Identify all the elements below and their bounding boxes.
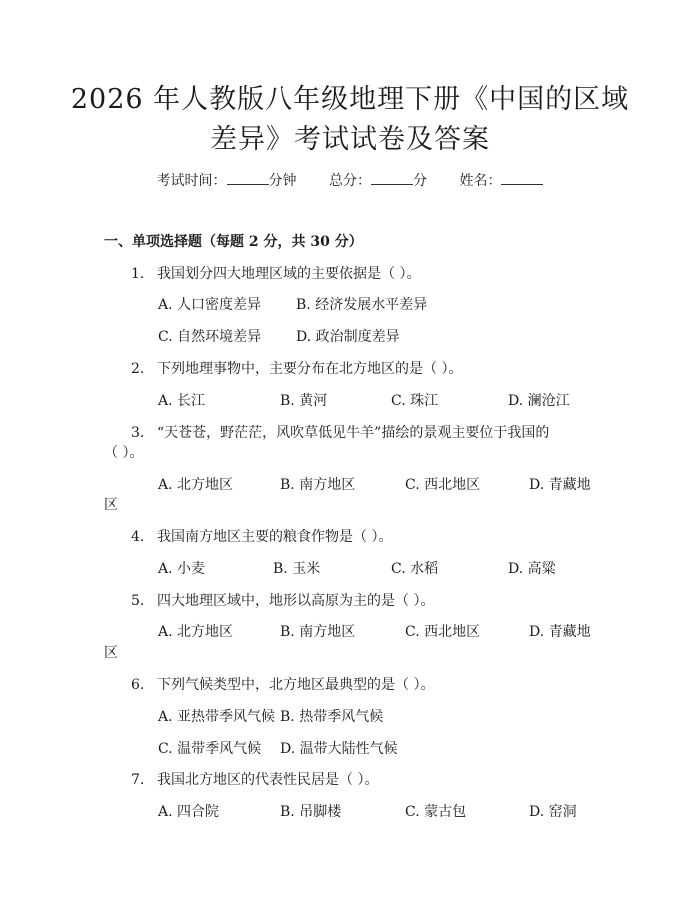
option-b[interactable]: B. 南方地区	[280, 477, 356, 493]
time-unit: 分钟	[268, 173, 297, 189]
page-title	[60, 80, 640, 160]
option-d[interactable]: D. 青藏地	[529, 477, 591, 493]
question-text: 下列气候类型中，北方地区最典型的是（ ）。	[157, 677, 435, 693]
question-text: 我国划分四大地理区域的主要依据是（ ）。	[157, 266, 421, 282]
option-a[interactable]: A. 北方地区	[158, 477, 234, 493]
exam-meta	[0, 170, 700, 190]
option-b[interactable]: B. 玉米	[273, 561, 321, 577]
title-line-1: 2026 年人教版八年级地理下册《中国的区域	[70, 84, 630, 115]
name-label: 姓名：	[459, 173, 502, 189]
section-heading-1: 一、单项选择题（每题 2 分，共 30 分）	[104, 234, 363, 250]
question-1	[131, 263, 420, 283]
option-d[interactable]: D. 澜沧江	[508, 393, 570, 409]
option-b[interactable]: B. 吊脚楼	[280, 804, 342, 820]
question-text: “天苍苍，野茫茫，风吹草低见牛羊”描绘的景观主要位于我国的	[157, 425, 550, 441]
option-a[interactable]: A. 北方地区	[158, 624, 234, 640]
question-number: 1.	[131, 266, 145, 282]
name-blank[interactable]	[501, 172, 543, 185]
question-2	[131, 358, 462, 378]
total-score	[329, 173, 431, 189]
question-3	[131, 422, 549, 442]
question-number: 7.	[131, 772, 145, 788]
option-d[interactable]: D. 青藏地	[529, 624, 591, 640]
option-c[interactable]: C. 自然环境差异	[158, 329, 262, 345]
question-text-continued: （ ）。	[104, 445, 144, 461]
student-name	[459, 173, 543, 189]
time-blank[interactable]	[227, 172, 269, 185]
question-text: 四大地理区域中，地形以高原为主的是（ ）。	[157, 593, 435, 609]
option-c[interactable]: C. 水稻	[391, 561, 439, 577]
option-d[interactable]: D. 温带大陆性气候	[280, 741, 398, 757]
option-d[interactable]: D. 政治制度差异	[296, 329, 400, 345]
question-number: 6.	[131, 677, 145, 693]
option-d[interactable]: D. 高粱	[508, 561, 556, 577]
option-c[interactable]: C. 珠江	[391, 393, 439, 409]
question-number: 4.	[131, 529, 145, 545]
option-b[interactable]: B. 南方地区	[280, 624, 356, 640]
question-text: 我国南方地区主要的粮食作物是（ ）。	[157, 529, 393, 545]
option-d-wrap: 区	[104, 497, 118, 513]
option-a[interactable]: A. 长江	[158, 393, 206, 409]
question-text: 下列地理事物中，主要分布在北方地区的是（ ）。	[157, 361, 463, 377]
option-a[interactable]: A. 亚热带季风气候	[158, 709, 276, 725]
option-c[interactable]: C. 温带季风气候	[158, 741, 262, 757]
question-number: 3.	[131, 425, 145, 441]
question-4	[131, 526, 392, 546]
question-5	[131, 590, 434, 610]
exam-time	[157, 173, 301, 189]
title-line-2: 差异》考试试卷及答案	[210, 124, 490, 155]
score-label: 总分：	[329, 173, 371, 189]
option-c[interactable]: C. 西北地区	[405, 624, 481, 640]
question-7	[131, 769, 378, 789]
score-blank[interactable]	[371, 172, 413, 185]
option-a[interactable]: A. 四合院	[158, 804, 220, 820]
option-b[interactable]: B. 热带季风气候	[280, 709, 384, 725]
option-c[interactable]: C. 蒙古包	[405, 804, 467, 820]
option-a[interactable]: A. 小麦	[158, 561, 206, 577]
option-a[interactable]: A. 人口密度差异	[158, 297, 262, 313]
option-b[interactable]: B. 黄河	[280, 393, 328, 409]
question-text: 我国北方地区的代表性民居是（ ）。	[157, 772, 379, 788]
option-c[interactable]: C. 西北地区	[405, 477, 481, 493]
score-unit: 分	[413, 173, 427, 189]
question-6	[131, 674, 434, 694]
option-d[interactable]: D. 窑洞	[529, 804, 577, 820]
option-b[interactable]: B. 经济发展水平差异	[296, 297, 428, 313]
option-d-wrap: 区	[104, 645, 118, 661]
question-number: 2.	[131, 361, 145, 377]
question-number: 5.	[131, 593, 145, 609]
time-label: 考试时间：	[156, 173, 227, 189]
